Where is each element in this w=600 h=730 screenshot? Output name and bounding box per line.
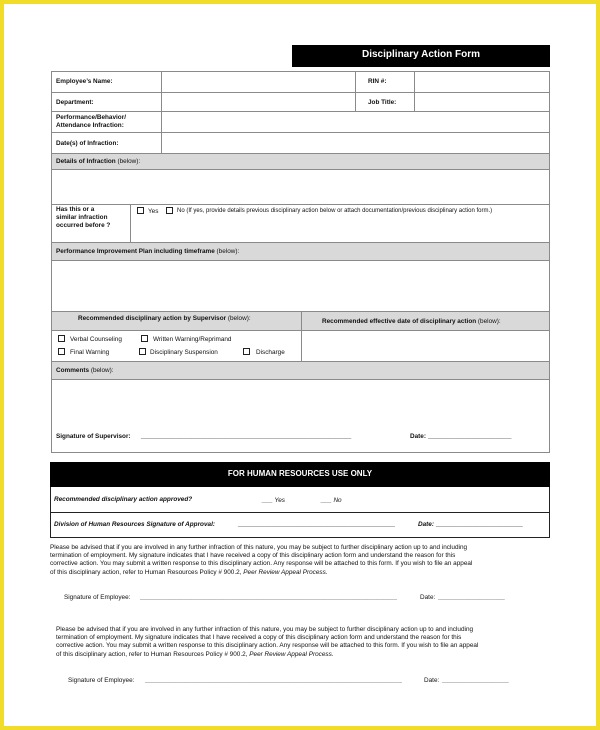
notice-1-appeal-process: Peer Review Appeal Process. (243, 568, 328, 576)
form-title: Disciplinary Action Form (362, 49, 480, 60)
job-title-field[interactable] (415, 93, 548, 111)
pip-label-text: Performance Improvement Plan including timeframe (56, 248, 215, 255)
prior-question-1: Has this or a (56, 206, 95, 213)
comments-field[interactable] (52, 380, 548, 424)
comments-shade (51, 361, 549, 379)
employee-date-label-1: Date: (420, 594, 436, 601)
written-warning-checkbox[interactable] (141, 335, 148, 342)
employee-signature-line-2[interactable]: _____________________________________________________________________________ (145, 677, 402, 683)
employee-signature-label-1: Signature of Employee: (64, 594, 131, 601)
written-warning-label: Written Warning/Reprimand (153, 336, 232, 343)
employee-name-label: Employee’s Name: (56, 78, 113, 85)
notice-1-line-4 (50, 569, 472, 577)
employee-name-field[interactable] (162, 72, 354, 92)
comments-label-text: Comments (56, 367, 90, 374)
infraction-type-label-2: Attendance Infraction: (56, 122, 124, 129)
notice-paragraph-1 (50, 544, 472, 577)
dates-of-infraction-label: Date(s) of Infraction: (56, 140, 119, 147)
suspension-checkbox[interactable] (139, 348, 146, 355)
rec-date-field[interactable] (302, 331, 548, 361)
prior-no-checkbox[interactable] (166, 207, 173, 214)
rec-date-label (322, 318, 501, 325)
rec-action-label-note: (below): (227, 315, 251, 322)
notice-2-line-2: termination of employment. My signature indicates that I have received a copy of this disciplinary action form and understand the reason for this (56, 634, 462, 642)
notice-1-line-3: corrective action. You may submit a written response to this disciplinary action. Any response will be attached to this form. If you wish to file an appeal (50, 560, 473, 568)
notice-2-policy: of this disciplinary action, refer to Human Resources Policy # 900.2, (56, 650, 248, 658)
rin-label: RIN #: (368, 78, 387, 85)
details-field[interactable] (52, 170, 548, 204)
supervisor-date-label: Date: (410, 433, 426, 440)
prior-question-2: similar infraction (56, 214, 108, 221)
pip-field[interactable] (52, 261, 548, 311)
prior-yes-checkbox[interactable] (137, 207, 144, 214)
prior-no-label: No (If yes, provide details previous disciplinary action below or attach documentation/previous disciplinary action form.) (177, 208, 493, 214)
infraction-type-label-1: Performance/Behavior/ (56, 114, 126, 121)
rec-action-label (78, 315, 251, 322)
pip-label-note: (below): (216, 248, 240, 255)
notice-paragraph-2 (56, 626, 478, 659)
verbal-counseling-label: Verbal Counseling (70, 336, 122, 343)
notice-2-appeal-process: Peer Review Appeal Process. (249, 650, 334, 658)
hr-approved-question: Recommended disciplinary action approved? (54, 496, 193, 503)
employee-date-line-1[interactable]: ____________________ (438, 594, 505, 600)
rin-field[interactable] (415, 72, 548, 92)
prior-question-3: occurred before ? (56, 222, 111, 229)
prior-yes-label: Yes (148, 208, 159, 215)
hr-header: FOR HUMAN RESOURCES USE ONLY (227, 469, 373, 478)
notice-1-line-1: Please be advised that if you are involved in any further infraction of this nature, you may be subject to further disciplinary action up to and including (50, 544, 468, 551)
rec-action-label-text: Recommended disciplinary action by Supervisor (78, 315, 227, 322)
final-warning-checkbox[interactable] (58, 348, 65, 355)
hr-date-line[interactable]: __________________________ (436, 521, 523, 527)
notice-2-line-3: corrective action. You may submit a written response to this disciplinary action. Any response will be attached to this form. If you wish to file an appeal (56, 642, 479, 650)
form-page (4, 4, 596, 726)
supervisor-signature-line[interactable]: _______________________________________________________________ (141, 433, 352, 439)
discharge-checkbox[interactable] (243, 348, 250, 355)
details-label-note: (below): (117, 158, 141, 165)
infraction-type-field[interactable] (162, 112, 548, 132)
dates-of-infraction-field[interactable] (162, 133, 548, 153)
supervisor-signature-label: Signature of Supervisor: (56, 433, 131, 440)
rec-date-label-note: (below): (477, 318, 501, 325)
verbal-counseling-checkbox[interactable] (58, 335, 65, 342)
discharge-label: Discharge (256, 349, 285, 356)
comments-label (56, 367, 114, 374)
hr-division-signature-line[interactable]: _______________________________________________ (238, 521, 395, 527)
hr-approved-no[interactable]: ___ No (321, 497, 342, 504)
employee-signature-label-2: Signature of Employee: (68, 677, 135, 684)
notice-2-line-4 (56, 651, 478, 659)
details-label-text: Details of Infraction (56, 158, 116, 165)
notice-1-policy: of this disciplinary action, refer to Human Resources Policy # 900.2, (50, 568, 242, 576)
suspension-label: Disciplinary Suspension (150, 349, 218, 356)
department-label: Department: (56, 99, 94, 106)
supervisor-date-line[interactable]: _________________________ (428, 433, 512, 439)
hr-approved-yes[interactable]: ___ Yes (262, 497, 285, 504)
comments-label-note: (below): (90, 367, 114, 374)
employee-date-line-2[interactable]: ____________________ (442, 677, 509, 683)
pip-label (56, 248, 239, 255)
department-field[interactable] (162, 93, 354, 111)
employee-signature-line-1[interactable]: _____________________________________________________________________________ (140, 594, 397, 600)
rec-date-label-text: Recommended effective date of disciplinary action (322, 318, 477, 325)
notice-2-line-1: Please be advised that if you are involved in any further infraction of this nature, you may be subject to further disciplinary action up to and including (56, 626, 474, 633)
job-title-label: Job Title: (368, 99, 397, 106)
final-warning-label: Final Warning (70, 349, 110, 356)
notice-1-line-2: termination of employment. My signature indicates that I have received a copy of this disciplinary action form and understand the reason for this (50, 552, 456, 560)
details-label (56, 158, 140, 165)
hr-division-signature-label: Division of Human Resources Signature of Approval: (54, 521, 215, 528)
employee-date-label-2: Date: (424, 677, 440, 684)
hr-date-label: Date: (418, 521, 434, 528)
